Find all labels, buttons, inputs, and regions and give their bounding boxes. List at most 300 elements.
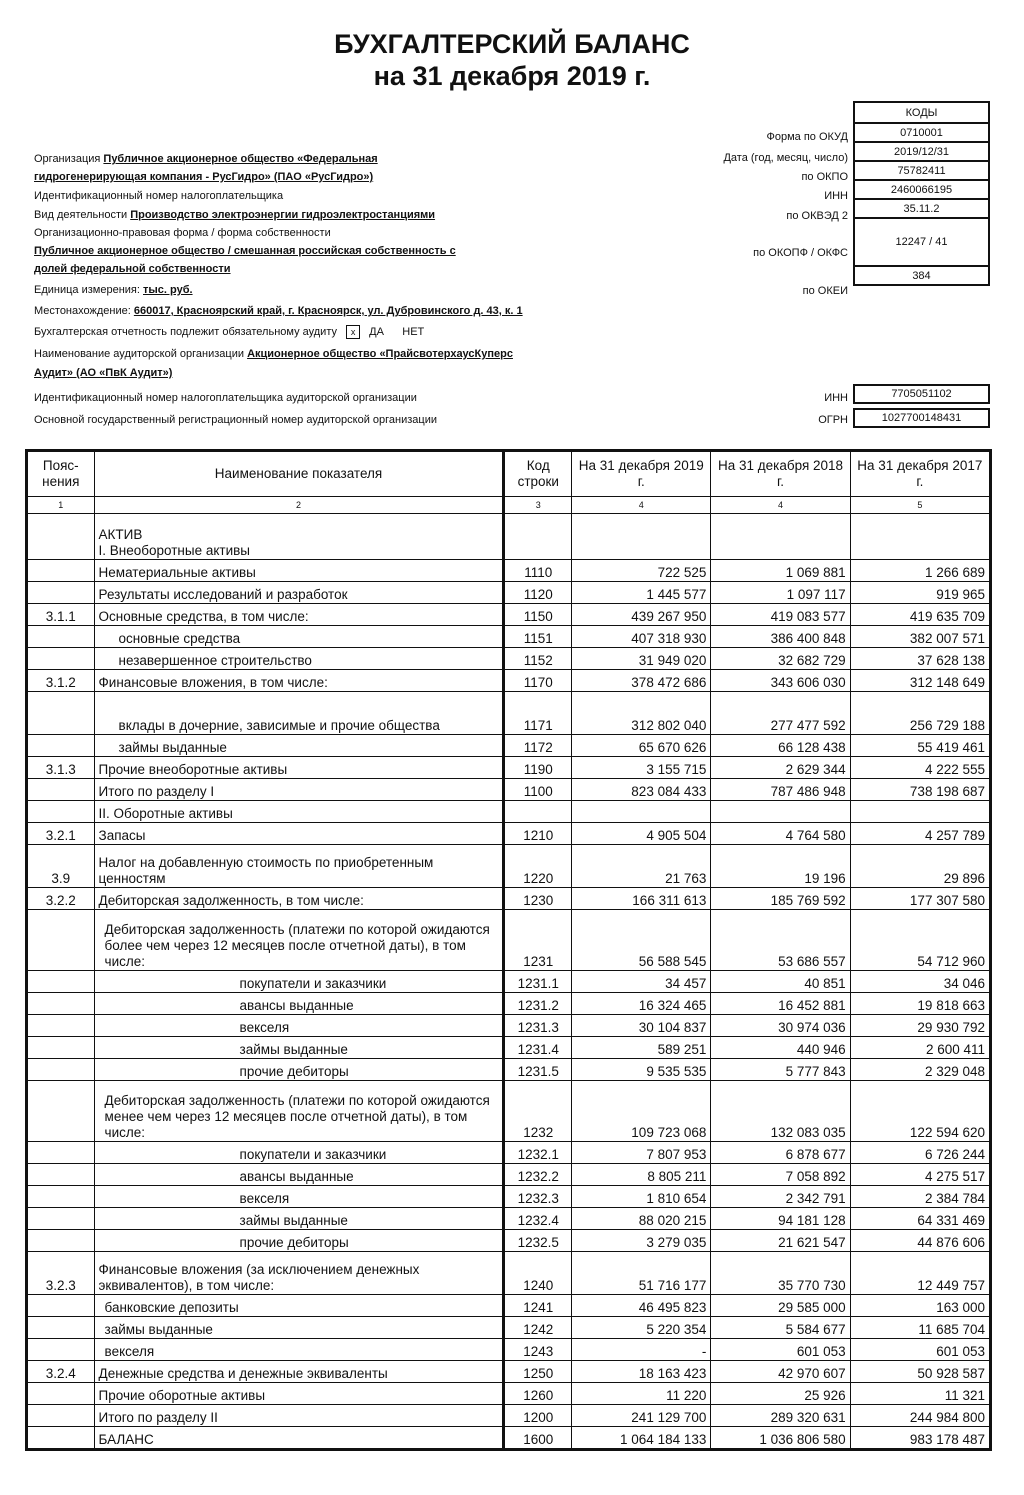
table-cell: основные средства <box>94 626 504 648</box>
table-cell: прочие дебиторы <box>94 1230 504 1252</box>
table-cell: 30 974 036 <box>711 1015 850 1037</box>
subtotal-row <box>27 779 991 801</box>
table-row <box>27 1383 991 1405</box>
table-cell: 1 064 184 133 <box>572 1427 711 1450</box>
table-cell: авансы выданные <box>94 993 504 1015</box>
table-cell: Результаты исследований и разработок <box>94 582 504 604</box>
table-cell: 244 984 800 <box>850 1405 990 1427</box>
legal-form-label: Организационно-правовая форма / форма собственности <box>34 227 331 239</box>
label-okei: по ОКЕИ <box>802 285 848 297</box>
table-cell: 1232.3 <box>504 1186 572 1208</box>
table-cell: 34 046 <box>850 971 990 993</box>
table-cell: 4 257 789 <box>850 823 990 845</box>
table-cell: 1150 <box>504 604 572 626</box>
inn-label: Идентификационный номер налогоплательщика <box>34 190 284 202</box>
activity-line <box>34 208 435 222</box>
org-label: Организация <box>34 153 101 165</box>
table-cell <box>27 692 95 735</box>
table-cell: 3.2.2 <box>27 888 95 910</box>
code-okpo: 75782411 <box>854 161 989 180</box>
table-cell: 2 600 411 <box>850 1037 990 1059</box>
table-cell <box>27 910 95 971</box>
table-cell: 3.1.2 <box>27 670 95 692</box>
section-active: АКТИВ <box>98 527 143 542</box>
table-cell <box>711 514 850 560</box>
table-cell: 6 726 244 <box>850 1142 990 1164</box>
table-cell: 11 321 <box>850 1383 990 1405</box>
table-cell <box>27 1164 95 1186</box>
table-cell: прочие дебиторы <box>94 1059 504 1081</box>
table-cell: 44 876 606 <box>850 1230 990 1252</box>
table-cell: покупатели и заказчики <box>94 971 504 993</box>
table-cell <box>27 582 95 604</box>
table-cell: 37 628 138 <box>850 648 990 670</box>
table-cell: 1242 <box>504 1317 572 1339</box>
table-cell: 5 220 354 <box>572 1317 711 1339</box>
table-cell: Основные средства, в том числе: <box>94 604 504 626</box>
table-row <box>27 1059 991 1081</box>
table-cell: 919 965 <box>850 582 990 604</box>
table-row <box>27 560 991 582</box>
table-cell: 11 220 <box>572 1383 711 1405</box>
label-okved: по ОКВЭД 2 <box>786 210 848 222</box>
table-cell <box>27 1037 95 1059</box>
table-cell: 4 764 580 <box>711 823 850 845</box>
audit-line <box>34 325 424 339</box>
table-cell: 601 053 <box>850 1339 990 1361</box>
table-cell: Запасы <box>94 823 504 845</box>
table-cell: 312 802 040 <box>572 692 711 735</box>
section-1: I. Внеоборотные активы <box>98 543 250 558</box>
table-cell: 109 723 068 <box>572 1081 711 1142</box>
table-cell <box>27 1059 95 1081</box>
table-cell: 46 495 823 <box>572 1295 711 1317</box>
table-cell: 1170 <box>504 670 572 692</box>
table-cell <box>572 514 711 560</box>
org-line-1 <box>34 152 378 166</box>
table-cell: 1231 <box>504 910 572 971</box>
table-cell: 4 905 504 <box>572 823 711 845</box>
label-okpo: по ОКПО <box>801 171 848 183</box>
table-cell: займы выданные <box>94 735 504 757</box>
table-row <box>27 1230 991 1252</box>
table-cell: 29 930 792 <box>850 1015 990 1037</box>
table-cell <box>27 1295 95 1317</box>
table-cell: 3.2.3 <box>27 1252 95 1295</box>
audit-label: Бухгалтерская отчетность подлежит обязательному аудиту <box>34 326 337 338</box>
table-cell: 823 084 433 <box>572 779 711 801</box>
table-cell: 601 053 <box>711 1339 850 1361</box>
table-cell: 1232.4 <box>504 1208 572 1230</box>
table-cell: 11 685 704 <box>850 1317 990 1339</box>
table-cell: 1243 <box>504 1339 572 1361</box>
table-cell <box>572 801 711 823</box>
table-cell: 5 <box>850 497 990 514</box>
table-cell <box>27 626 95 648</box>
table-cell: 9 535 535 <box>572 1059 711 1081</box>
table-cell: вклады в дочерние, зависимые и прочие общества <box>94 692 504 735</box>
table-cell: 1200 <box>504 1405 572 1427</box>
table-cell: 4 <box>572 497 711 514</box>
table-cell: 1220 <box>504 845 572 888</box>
table-cell <box>27 1208 95 1230</box>
table-row <box>27 1164 991 1186</box>
audit-checkbox[interactable]: x <box>346 325 360 339</box>
table-cell: 65 670 626 <box>572 735 711 757</box>
table-cell: 21 621 547 <box>711 1230 850 1252</box>
table-cell: 1 069 881 <box>711 560 850 582</box>
table-cell: Дебиторская задолженность (платежи по которой ожидаются менее чем через 12 месяцев после отчетной даты), в том числе: <box>94 1081 504 1142</box>
table-cell: 1232.5 <box>504 1230 572 1252</box>
table-cell <box>27 1405 95 1427</box>
auditor-line-2 <box>34 366 172 380</box>
header-2019: На 31 декабря 2019 г. <box>572 451 711 497</box>
table-row <box>27 1339 991 1361</box>
table-cell: 419 635 709 <box>850 604 990 626</box>
table-cell: 29 585 000 <box>711 1295 850 1317</box>
table-cell: 277 477 592 <box>711 692 850 735</box>
table-cell: 19 196 <box>711 845 850 888</box>
table-row <box>27 626 991 648</box>
table-cell: Финансовые вложения (за исключением денежных эквивалентов), в том числе: <box>94 1252 504 1295</box>
table-cell: 1230 <box>504 888 572 910</box>
location-label: Местонахождение: <box>34 305 131 317</box>
table-cell: 7 058 892 <box>711 1164 850 1186</box>
table-row <box>27 1142 991 1164</box>
table-cell: 35 770 730 <box>711 1252 850 1295</box>
table-cell: 1152 <box>504 648 572 670</box>
table-cell: 8 805 211 <box>572 1164 711 1186</box>
table-cell: 177 307 580 <box>850 888 990 910</box>
auditor-label: Наименование аудиторской организации <box>34 348 244 360</box>
table-cell: 88 020 215 <box>572 1208 711 1230</box>
codes-header: КОДЫ <box>854 102 989 123</box>
table-cell <box>27 971 95 993</box>
label-date: Дата (год, месяц, число) <box>723 152 848 164</box>
table-row <box>27 1252 991 1295</box>
table-cell: 66 128 438 <box>711 735 850 757</box>
table-cell: 386 400 848 <box>711 626 850 648</box>
table-cell: 32 682 729 <box>711 648 850 670</box>
table-row <box>27 648 991 670</box>
table-cell: 407 318 930 <box>572 626 711 648</box>
table-cell: 55 419 461 <box>850 735 990 757</box>
table-cell: Итого по разделу II <box>94 1405 504 1427</box>
table-cell: 4 <box>711 497 850 514</box>
table-cell: 54 712 960 <box>850 910 990 971</box>
table-cell: Дебиторская задолженность, в том числе: <box>94 888 504 910</box>
table-cell <box>27 560 95 582</box>
auditor-line-1 <box>34 347 513 361</box>
table-cell: 166 311 613 <box>572 888 711 910</box>
table-cell: 5 584 677 <box>711 1317 850 1339</box>
table-row <box>27 910 991 971</box>
table-row <box>27 670 991 692</box>
table-cell: 185 769 592 <box>711 888 850 910</box>
table-cell: 2 <box>94 497 504 514</box>
table-cell: 19 818 663 <box>850 993 990 1015</box>
table-row <box>27 1295 991 1317</box>
table-cell: 1600 <box>504 1427 572 1450</box>
audit-no: НЕТ <box>402 326 425 338</box>
legal-form-value-1: Публичное акционерное общество / смешанная российская собственность с <box>34 245 456 257</box>
table-cell: 312 148 649 <box>850 670 990 692</box>
table-cell: 30 104 837 <box>572 1015 711 1037</box>
table-cell <box>504 801 572 823</box>
table-cell: 2 342 791 <box>711 1186 850 1208</box>
table-cell <box>27 1186 95 1208</box>
column-numbers-row <box>27 497 991 514</box>
table-cell: 42 970 607 <box>711 1361 850 1383</box>
table-cell: 1 097 117 <box>711 582 850 604</box>
table-cell: Нематериальные активы <box>94 560 504 582</box>
table-row <box>27 735 991 757</box>
table-cell: 3 <box>504 497 572 514</box>
balance-total-row <box>27 1427 991 1450</box>
table-cell: 241 129 700 <box>572 1405 711 1427</box>
table-cell: 163 000 <box>850 1295 990 1317</box>
subtotal-row <box>27 1405 991 1427</box>
table-cell: 29 896 <box>850 845 990 888</box>
table-cell: 3.1.3 <box>27 757 95 779</box>
table-cell: незавершенное строительство <box>94 648 504 670</box>
table-cell: 1232.1 <box>504 1142 572 1164</box>
table-cell: 440 946 <box>711 1037 850 1059</box>
table-cell: 1 036 806 580 <box>711 1427 850 1450</box>
table-cell: Дебиторская задолженность (платежи по которой ожидаются более чем через 12 месяцев после отчетной даты), в том числе: <box>94 910 504 971</box>
table-cell: Финансовые вложения, в том числе: <box>94 670 504 692</box>
table-cell <box>27 1081 95 1142</box>
table-cell: займы выданные <box>94 1208 504 1230</box>
code-okopf: 12247 / 41 <box>854 218 989 266</box>
table-cell: 5 777 843 <box>711 1059 850 1081</box>
auditor-inn-label: Идентификационный номер налогоплательщика аудиторской организации <box>34 392 417 404</box>
section-header-row <box>27 514 991 560</box>
legal-form-value-2: долей федеральной собственности <box>34 263 231 275</box>
table-row <box>27 604 991 626</box>
table-cell: 1231.1 <box>504 971 572 993</box>
table-cell: 1172 <box>504 735 572 757</box>
table-cell: 256 729 188 <box>850 692 990 735</box>
table-cell: 3.9 <box>27 845 95 888</box>
codes-table <box>853 101 990 286</box>
table-cell <box>27 993 95 1015</box>
table-cell: 51 716 177 <box>572 1252 711 1295</box>
table-cell: 18 163 423 <box>572 1361 711 1383</box>
table-cell <box>27 735 95 757</box>
table-cell <box>27 514 95 560</box>
table-row <box>27 757 991 779</box>
table-cell <box>27 648 95 670</box>
table-cell: 21 763 <box>572 845 711 888</box>
table-cell <box>27 1427 95 1450</box>
table-cell: 1232 <box>504 1081 572 1142</box>
header-2017: На 31 декабря 2017 г. <box>850 451 990 497</box>
document-title <box>0 28 1024 92</box>
header-2018: На 31 декабря 2018 г. <box>711 451 850 497</box>
org-name-2: гидрогенерирующая компания - РусГидро» (ПАО «РусГидро») <box>34 171 374 183</box>
table-cell: 1231.4 <box>504 1037 572 1059</box>
table-row <box>27 845 991 888</box>
section-2: II. Оборотные активы <box>94 801 504 823</box>
table-cell: - <box>572 1339 711 1361</box>
table-cell: 343 606 030 <box>711 670 850 692</box>
unit-value: тыс. руб. <box>143 284 193 296</box>
title-text: БУХГАЛТЕРСКИЙ БАЛАНС <box>334 29 690 59</box>
table-cell: 31 949 020 <box>572 648 711 670</box>
table-row <box>27 1186 991 1208</box>
unit-label: Единица измерения: <box>34 284 140 296</box>
table-cell: 3.1.1 <box>27 604 95 626</box>
table-cell: векселя <box>94 1186 504 1208</box>
section-2-row <box>27 801 991 823</box>
table-cell: 1241 <box>504 1295 572 1317</box>
label-okopf: по ОКОПФ / ОКФС <box>753 247 848 259</box>
table-cell: 439 267 950 <box>572 604 711 626</box>
table-cell: 1210 <box>504 823 572 845</box>
code-okved: 35.11.2 <box>854 199 989 218</box>
table-cell: 1151 <box>504 626 572 648</box>
label-okud: Форма по ОКУД <box>766 131 848 143</box>
table-cell: 6 878 677 <box>711 1142 850 1164</box>
table-cell: 2 329 048 <box>850 1059 990 1081</box>
table-row <box>27 1361 991 1383</box>
label-inn: ИНН <box>824 190 848 202</box>
table-cell: 34 457 <box>572 971 711 993</box>
audit-yes: ДА <box>369 326 384 338</box>
table-cell: 589 251 <box>572 1037 711 1059</box>
table-row <box>27 823 991 845</box>
table-row <box>27 1317 991 1339</box>
table-cell: 4 275 517 <box>850 1164 990 1186</box>
table-cell: 1232.2 <box>504 1164 572 1186</box>
table-cell: векселя <box>94 1015 504 1037</box>
table-cell: 3 155 715 <box>572 757 711 779</box>
location-line <box>34 304 523 318</box>
table-cell <box>27 801 95 823</box>
table-cell <box>504 514 572 560</box>
table-cell: 2 384 784 <box>850 1186 990 1208</box>
auditor-inn-code: ИНН <box>824 392 848 404</box>
table-cell: 1120 <box>504 582 572 604</box>
table-cell: 1231.3 <box>504 1015 572 1037</box>
table-cell: 378 472 686 <box>572 670 711 692</box>
table-cell: авансы выданные <box>94 1164 504 1186</box>
table-cell: 1231.5 <box>504 1059 572 1081</box>
table-cell: Налог на добавленную стоимость по приобретенным ценностям <box>94 845 504 888</box>
table-cell: 16 452 881 <box>711 993 850 1015</box>
table-cell <box>27 1339 95 1361</box>
location-value: 660017, Красноярский край, г. Красноярск, ул. Дубровинского д. 43, к. 1 <box>133 305 523 317</box>
table-row <box>27 1081 991 1142</box>
table-cell <box>94 514 504 560</box>
table-cell: Денежные средства и денежные эквиваленты <box>94 1361 504 1383</box>
table-cell: векселя <box>94 1339 504 1361</box>
table-cell: 12 449 757 <box>850 1252 990 1295</box>
unit-line <box>34 283 193 297</box>
table-cell <box>711 801 850 823</box>
table-cell: 40 851 <box>711 971 850 993</box>
table-row <box>27 1015 991 1037</box>
header-name: Наименование показателя <box>94 451 504 497</box>
auditor-ogrn-code: ОГРН <box>818 414 848 426</box>
subtitle-text: на 31 декабря 2019 г. <box>373 61 651 91</box>
table-cell: 983 178 487 <box>850 1427 990 1450</box>
table-row <box>27 1208 991 1230</box>
table-cell: 94 181 128 <box>711 1208 850 1230</box>
org-name-1: Публичное акционерное общество «Федеральная <box>103 153 378 165</box>
table-cell: 4 222 555 <box>850 757 990 779</box>
table-cell: 1110 <box>504 560 572 582</box>
auditor-inn-value: 7705051102 <box>853 384 990 404</box>
table-cell: 2 629 344 <box>711 757 850 779</box>
table-cell: банковские депозиты <box>94 1295 504 1317</box>
table-cell: 25 926 <box>711 1383 850 1405</box>
table-cell <box>27 1317 95 1339</box>
table-cell: покупатели и заказчики <box>94 1142 504 1164</box>
table-cell <box>850 514 990 560</box>
table-cell: БАЛАНС <box>94 1427 504 1450</box>
table-cell: 3.2.4 <box>27 1361 95 1383</box>
table-cell: 50 928 587 <box>850 1361 990 1383</box>
table-cell: 1 810 654 <box>572 1186 711 1208</box>
table-row <box>27 692 991 735</box>
table-cell: 7 807 953 <box>572 1142 711 1164</box>
table-cell: 1260 <box>504 1383 572 1405</box>
auditor-value-1: Акционерное общество «ПрайсвотерхаусКуперс <box>247 348 513 360</box>
table-cell: 1 <box>27 497 95 514</box>
table-cell: 1 445 577 <box>572 582 711 604</box>
table-cell <box>27 1383 95 1405</box>
table-cell <box>850 801 990 823</box>
table-cell <box>27 1230 95 1252</box>
code-inn: 2460066195 <box>854 180 989 199</box>
table-cell: 53 686 557 <box>711 910 850 971</box>
table-cell: 787 486 948 <box>711 779 850 801</box>
balance-table <box>25 449 992 1451</box>
table-cell: 1240 <box>504 1252 572 1295</box>
table-cell: 382 007 571 <box>850 626 990 648</box>
table-cell: Итого по разделу I <box>94 779 504 801</box>
table-cell: 132 083 035 <box>711 1081 850 1142</box>
table-cell: 1100 <box>504 779 572 801</box>
activity-label: Вид деятельности <box>34 209 128 221</box>
table-cell: 64 331 469 <box>850 1208 990 1230</box>
activity-value: Производство электроэнергии гидроэлектростанциями <box>130 209 436 221</box>
auditor-ogrn-label: Основной государственный регистрационный номер аудиторской организации <box>34 414 438 426</box>
table-cell: 56 588 545 <box>572 910 711 971</box>
header-note: Пояс-нения <box>27 451 95 497</box>
table-cell: 1171 <box>504 692 572 735</box>
table-cell: 1 266 689 <box>850 560 990 582</box>
table-cell <box>27 1015 95 1037</box>
table-cell <box>27 779 95 801</box>
table-cell: 722 525 <box>572 560 711 582</box>
code-date: 2019/12/31 <box>854 142 989 161</box>
table-cell: 3.2.1 <box>27 823 95 845</box>
table-cell: займы выданные <box>94 1037 504 1059</box>
table-cell: 1231.2 <box>504 993 572 1015</box>
table-cell: 122 594 620 <box>850 1081 990 1142</box>
table-cell: 1190 <box>504 757 572 779</box>
table-cell: 3 279 035 <box>572 1230 711 1252</box>
code-okud: 0710001 <box>854 123 989 142</box>
table-cell: 1250 <box>504 1361 572 1383</box>
table-row <box>27 971 991 993</box>
table-cell: Прочие внеоборотные активы <box>94 757 504 779</box>
auditor-value-2: Аудит» (АО «ПвК Аудит») <box>34 367 173 379</box>
org-line-2 <box>34 170 373 184</box>
